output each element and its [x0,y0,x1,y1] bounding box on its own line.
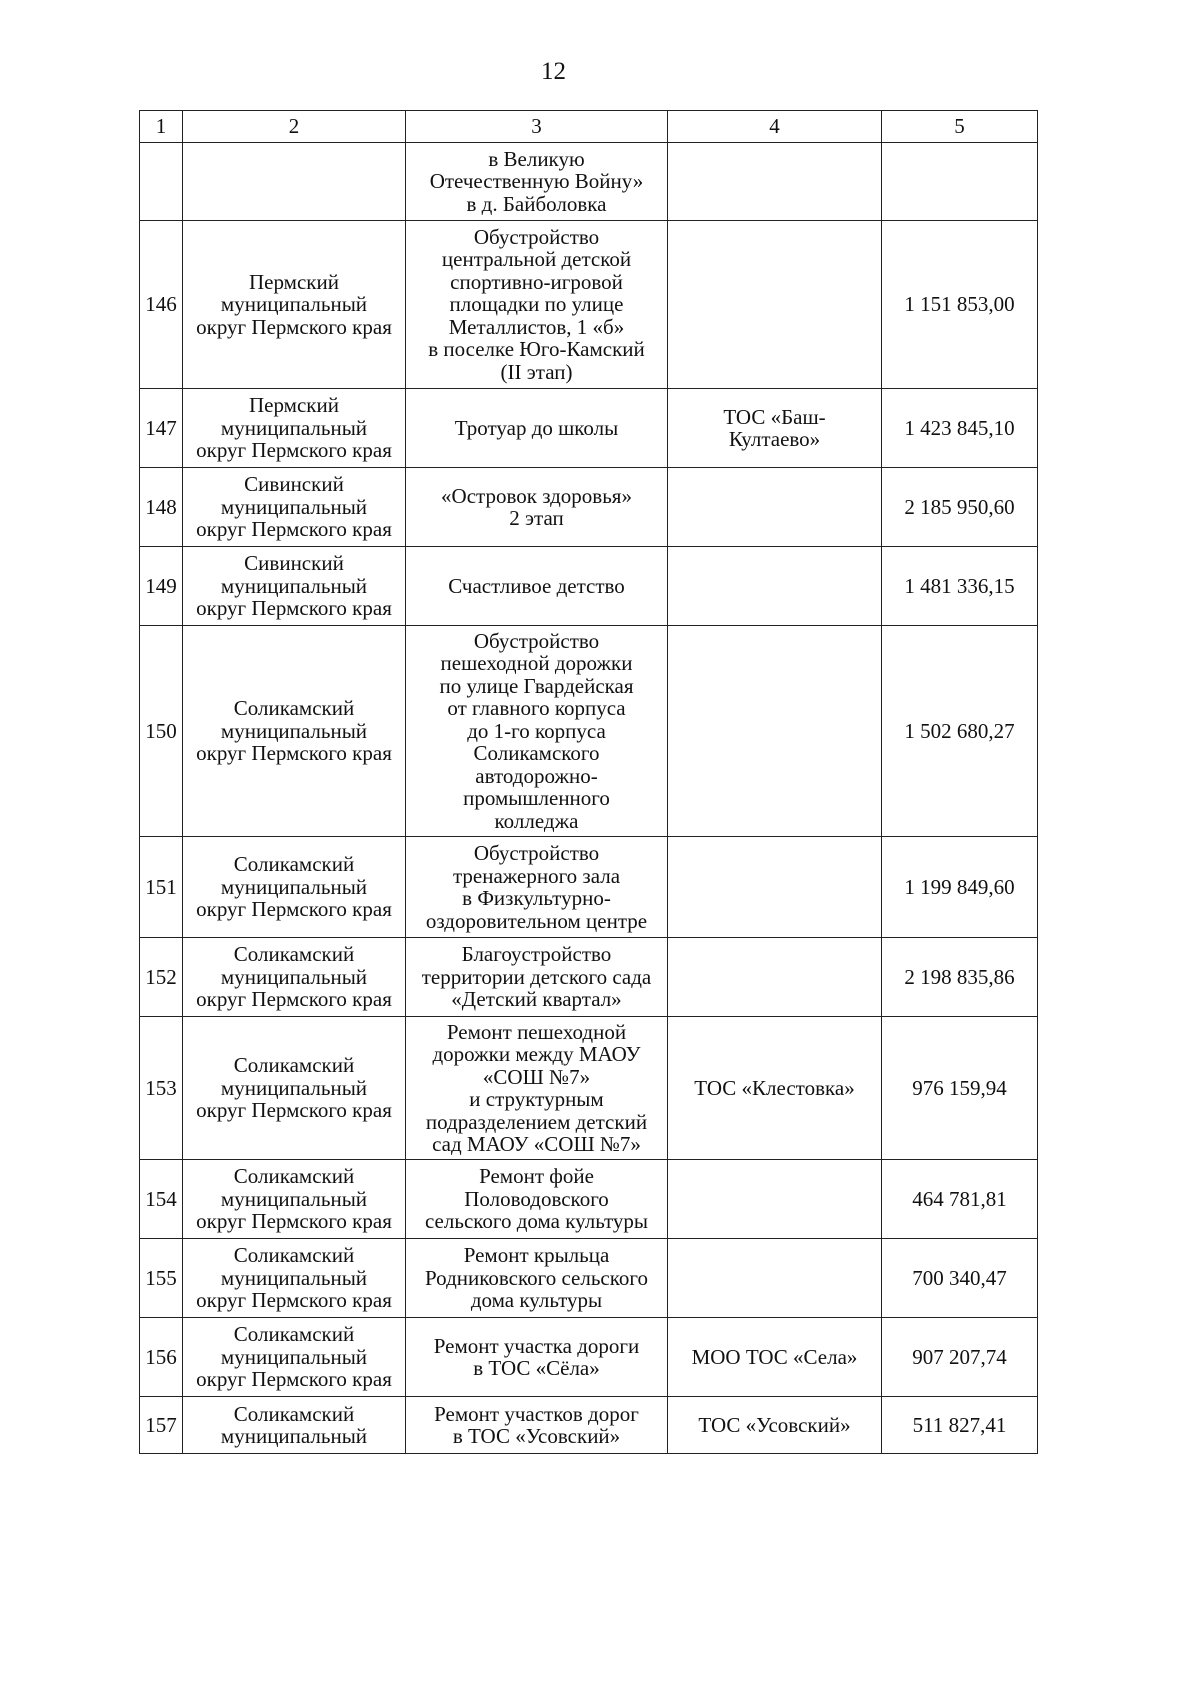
row-number: 156 [140,1318,183,1397]
project-cell-line: Отечественную Войну» [429,169,644,194]
tos-cell [668,547,882,626]
project-cell-line: в ТОС «Усовский» [452,1424,621,1448]
district-cell-line: Сивинский [244,551,344,576]
district-cell-line: муниципальный [220,1186,368,1211]
projects-table [139,110,1038,1454]
column-header: 4 [668,111,882,143]
row-number: 149 [140,547,183,626]
amount-cell: 700 340,47 [882,1239,1038,1318]
project-cell-line: от главного корпуса [447,696,626,721]
table-row [140,1017,1038,1160]
district-cell [183,1397,406,1454]
project-cell-line: промышленного [463,786,610,811]
amount-cell: 2 198 835,86 [882,938,1038,1017]
amount-cell: 1 423 845,10 [882,389,1038,468]
row-number: 157 [140,1397,183,1454]
district-cell-line: Соликамский [233,1322,355,1347]
row-number: 151 [140,837,183,938]
project-cell [406,837,668,938]
row-number [140,143,183,221]
project-cell-line: колледжа [494,808,579,833]
tos-cell [668,468,882,547]
project-cell [406,1017,668,1160]
amount-cell: 1 481 336,15 [882,547,1038,626]
tos-cell [668,1239,882,1318]
district-cell [183,1017,406,1160]
district-cell-line: муниципальный [220,874,368,899]
district-cell-line: округ Пермского края [196,1367,392,1392]
district-cell-line: муниципальный [220,573,368,598]
district-cell-line: округ Пермского края [196,1288,392,1313]
row-number: 148 [140,468,183,547]
row-number: 147 [140,389,183,468]
row-number: 153 [140,1017,183,1160]
row-number: 152 [140,938,183,1017]
project-cell [406,938,668,1017]
project-cell-line: дорожки между МАОУ [432,1042,641,1066]
district-cell [183,389,406,468]
table-row [140,837,1038,938]
project-cell-line: Металлистов, 1 «б» [448,314,625,339]
project-cell-line: пешеходной дорожки [440,651,633,676]
district-cell-line: муниципальный [220,964,368,989]
project-cell [406,1239,668,1318]
district-cell [183,837,406,938]
project-cell-line: автодорожно- [475,763,598,788]
table-row [140,547,1038,626]
project-cell [406,1318,668,1397]
project-cell-line: дома культуры [470,1288,603,1313]
project-cell-line: и структурным [469,1087,604,1111]
district-cell-line: округ Пермского края [196,314,392,339]
project-cell-line: Обустройство [473,628,600,653]
project-cell-line: Половодовского [464,1186,609,1211]
district-cell-line: Пермский [249,393,339,418]
column-header: 5 [882,111,1038,143]
amount-cell: 907 207,74 [882,1318,1038,1397]
district-cell-line: округ Пермского края [196,1098,392,1123]
project-cell [406,626,668,837]
district-cell-line: округ Пермского края [196,517,392,542]
table-row [140,389,1038,468]
amount-cell: 1 502 680,27 [882,626,1038,837]
project-cell-line: территории детского сада [421,964,652,989]
district-cell [183,938,406,1017]
district-cell-line: Соликамский [233,1053,355,1078]
project-cell [406,221,668,389]
tos-cell [668,938,882,1017]
amount-cell: 464 781,81 [882,1160,1038,1239]
row-number: 146 [140,221,183,389]
amount-cell [882,143,1038,221]
district-cell-line: муниципальный [220,494,368,519]
district-cell-line: муниципальный [220,718,368,743]
page-number: 12 [541,58,566,85]
project-cell-line: Обустройство [473,841,600,865]
project-cell [406,468,668,547]
tos-cell [668,221,882,389]
district-cell-line: Сивинский [244,472,344,497]
column-header: 2 [183,111,406,143]
project-cell-line: Тротуар до школы [454,415,619,440]
column-header: 3 [406,111,668,143]
column-header: 1 [140,111,183,143]
tos-cell [668,1318,882,1397]
project-cell-line: центральной детской [441,247,632,272]
district-cell-line: Соликамский [233,852,355,877]
tos-cell-line: Култаево» [728,427,821,451]
project-cell-line: Обустройство [473,224,600,249]
tos-cell [668,626,882,837]
project-cell-line: в Великую [488,146,585,171]
project-cell-line: в поселке Юго-Камский [428,337,645,362]
district-cell-line: муниципальный [220,1344,368,1369]
district-cell [183,468,406,547]
tos-cell [668,1160,882,1239]
amount-cell: 1 199 849,60 [882,837,1038,938]
row-number: 154 [140,1160,183,1239]
tos-cell [668,837,882,938]
row-number: 155 [140,1239,183,1318]
project-cell-line: Ремонт участка дороги [433,1333,640,1358]
project-cell-line: площадки по улице [449,292,624,317]
project-cell [406,389,668,468]
project-cell-line: «СОШ №7» [482,1064,591,1089]
project-cell-line: оздоровительном центре [425,908,648,933]
district-cell-line: округ Пермского края [196,438,392,463]
row-number: 150 [140,626,183,837]
project-cell [406,143,668,221]
amount-cell: 1 151 853,00 [882,221,1038,389]
district-cell [183,547,406,626]
district-cell [183,143,406,221]
project-cell-line: 2 этап [509,506,564,530]
project-cell [406,547,668,626]
project-cell-line: сад МАОУ «СОШ №7» [432,1132,641,1156]
project-cell-line: Ремонт крыльца [463,1243,610,1268]
table-row [140,1318,1038,1397]
table-row [140,1239,1038,1318]
project-cell-line: «Детский квартал» [451,987,622,1012]
project-cell-line: Ремонт пешеходной [446,1019,627,1044]
table-row [140,1160,1038,1239]
table-row [140,938,1038,1017]
tos-cell [668,143,882,221]
district-cell-line: муниципальный [220,1265,368,1290]
district-cell-line: округ Пермского края [196,741,392,766]
project-cell [406,1160,668,1239]
district-cell-line: Пермский [249,269,339,294]
tos-cell [668,1017,882,1160]
district-cell-line: Соликамский [233,942,355,967]
district-cell-line: округ Пермского края [196,897,392,922]
district-cell-line: муниципальный [220,1075,368,1100]
district-cell-line: муниципальный [220,1424,368,1448]
district-cell-line: округ Пермского края [196,596,392,621]
district-cell [183,626,406,837]
tos-cell-line: ТОС «Баш- [723,404,826,429]
project-cell-line: сельского дома культуры [424,1209,648,1234]
district-cell-line: Соликамский [233,1243,355,1268]
district-cell-line: муниципальный [220,292,368,317]
table-row [140,221,1038,389]
project-cell-line: Счастливое детство [448,573,625,598]
district-cell-line: муниципальный [220,415,368,440]
table-header-row [140,111,1038,143]
district-cell-line: округ Пермского края [196,1209,392,1234]
table-row [140,143,1038,221]
district-cell [183,1239,406,1318]
amount-cell: 2 185 950,60 [882,468,1038,547]
table-row [140,468,1038,547]
tos-cell-line: ТОС «Клестовка» [694,1075,855,1100]
project-cell-line: спортивно-игровой [450,269,623,294]
project-cell-line: Родниковского сельского [425,1265,648,1290]
district-cell [183,221,406,389]
project-cell-line: Ремонт фойе [479,1164,594,1189]
table-row [140,1397,1038,1454]
project-cell [406,1397,668,1454]
table-body [140,143,1038,1454]
tos-cell [668,1397,882,1454]
district-cell-line: округ Пермского края [196,987,392,1012]
district-cell-line: Соликамский [233,1401,355,1426]
district-cell-line: Соликамский [233,1164,355,1189]
project-cell-line: в Физкультурно- [462,886,611,910]
amount-cell: 976 159,94 [882,1017,1038,1160]
project-cell-line: подразделением детский [425,1109,648,1134]
project-cell-line: Соликамского [473,741,600,766]
district-cell [183,1318,406,1397]
tos-cell [668,389,882,468]
project-cell-line: по улице Гвардейская [439,673,634,698]
project-cell-line: Благоустройство [461,942,612,967]
district-cell-line: Соликамский [233,696,355,721]
tos-cell-line: МОО ТОС «Села» [691,1344,858,1369]
amount-cell: 511 827,41 [882,1397,1038,1454]
district-cell [183,1160,406,1239]
project-cell-line: в ТОС «Сёла» [473,1356,600,1380]
project-cell-line: (II этап) [500,359,573,384]
project-cell-line: до 1-го корпуса [467,718,606,743]
project-cell-line: тренажерного зала [452,863,621,888]
tos-cell-line: ТОС «Усовский» [698,1412,851,1437]
table-row [140,626,1038,837]
project-cell-line: Ремонт участков дорог [434,1401,639,1426]
project-cell-line: в д. Байболовка [466,191,607,216]
project-cell-line: «Островок здоровья» [441,483,632,508]
